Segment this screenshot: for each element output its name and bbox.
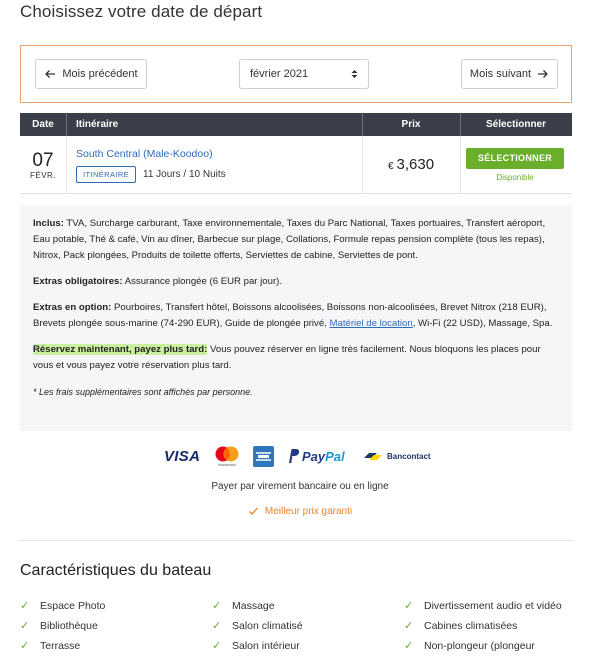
header-itinerary: Itinéraire — [76, 119, 119, 130]
departure-day: 07 — [32, 150, 54, 171]
availability-status: Disponible — [496, 173, 534, 182]
best-price-guarantee — [0, 506, 600, 517]
check-badge-icon — [248, 506, 259, 517]
optional-text: Pourboires, Transfert hôtel, Boissons alcoolisées, Boissons non-alcoolisées, Brevet Nitrox (218 EUR), Brevets plongée sous-marine (74-290 EUR), Guide de plongée privé, — [33, 302, 547, 329]
table-row — [20, 136, 572, 194]
optional-paragraph — [33, 300, 559, 332]
feature-label: Espace Photo — [40, 599, 106, 612]
select-updown-icon — [351, 69, 358, 79]
fees-note: * Les frais supplémentaires sont affichés par personne. — [33, 387, 253, 397]
feature-item — [404, 619, 517, 632]
section-divider — [20, 540, 572, 541]
bancontact-icon — [363, 450, 383, 462]
month-navigator — [20, 45, 572, 103]
feature-label: Massage — [232, 599, 275, 612]
select-button[interactable]: SÉLECTIONNER — [466, 148, 564, 169]
mastercard-icon — [213, 445, 241, 467]
month-select[interactable] — [239, 59, 369, 89]
check-icon: ✓ — [404, 600, 414, 612]
feature-item — [212, 599, 275, 612]
feature-label: Salon intérieur — [232, 639, 300, 652]
header-price: Prix — [401, 119, 421, 130]
payment-logos — [0, 444, 600, 468]
optional-label: Extras en option: — [33, 302, 112, 313]
month-select-value: février 2021 — [250, 68, 309, 80]
itinerary-badge-button[interactable]: ITINÉRAIRE — [76, 166, 136, 183]
mastercard-text: mastercard — [218, 463, 236, 467]
paypal-logo — [287, 444, 345, 468]
row-divider — [460, 136, 461, 194]
bancontact-logo — [363, 444, 431, 468]
feature-label: Terrasse — [40, 639, 81, 652]
payment-text: Payer par virement bancaire ou en ligne — [211, 481, 389, 492]
check-icon: ✓ — [20, 640, 30, 652]
feature-label: Non-plongeur (plongeur — [424, 639, 535, 652]
mandatory-paragraph — [33, 274, 559, 290]
trip-info-box — [20, 205, 572, 431]
price-value: 3,630 — [396, 156, 435, 173]
previous-month-button[interactable] — [35, 59, 147, 89]
amex-icon — [253, 446, 274, 467]
amex-logo — [253, 444, 274, 468]
feature-item — [212, 619, 303, 632]
feature-label: Bibliothèque — [40, 619, 98, 632]
check-icon: ✓ — [404, 620, 414, 632]
previous-month-label: Mois précédent — [62, 68, 138, 80]
paypal-text-pal: Pal — [325, 448, 345, 464]
included-label: Inclus: — [33, 218, 64, 229]
best-price-label: Meilleur prix garanti — [264, 506, 353, 517]
feature-item — [404, 599, 562, 612]
included-text: TVA, Surcharge carburant, Taxe environnementale, Taxes du Parc National, Taxes portuaires, Transfert aéroport, Eau potable, Thé & café, Vin au dîner, Barbecue sur plage, Collations, Formule repas pension complète (tous les repas), Nitrox, Pack plongées, Produits de toilette offerts, Serviettes de cabine, Serviettes de pont. — [33, 218, 546, 261]
check-icon: ✓ — [212, 640, 222, 652]
mandatory-label: Extras obligatoires: — [33, 276, 123, 287]
feature-item — [212, 639, 300, 652]
feature-label: Cabines climatisées — [424, 619, 518, 632]
feature-item — [20, 639, 80, 652]
currency-symbol: € — [387, 161, 394, 172]
table-header — [20, 113, 572, 136]
check-icon: ✓ — [404, 640, 414, 652]
reserve-text: Vous pouvez réserver en ligne très facilement. Nous bloquons les places pour vous et vous payez votre réservation plus tard. — [33, 344, 541, 371]
next-month-label: Mois suivant — [469, 68, 532, 80]
feature-label: Salon climatisé — [232, 619, 303, 632]
check-icon: ✓ — [212, 620, 222, 632]
features-title: Caractéristiques du bateau — [20, 562, 212, 579]
header-divider — [66, 113, 67, 136]
trip-duration: 11 Jours / 10 Nuits — [143, 169, 226, 180]
paypal-text-pay: Pay — [302, 448, 326, 464]
visa-logo: VISA — [164, 447, 201, 465]
included-paragraph — [33, 216, 559, 264]
feature-item — [20, 599, 105, 612]
reserve-highlight: Réservez maintenant, payez plus tard: — [33, 344, 208, 355]
rental-equipment-link[interactable]: Matériel de location — [329, 318, 413, 329]
paypal-p-icon — [287, 448, 299, 464]
bancontact-text: Bancontact — [387, 451, 431, 461]
route-link[interactable]: South Central (Male-Koodoo) — [76, 148, 213, 160]
next-month-button[interactable] — [461, 59, 558, 89]
header-date: Date — [32, 119, 54, 130]
mastercard-logo — [213, 444, 241, 468]
check-icon: ✓ — [20, 600, 30, 612]
row-divider — [66, 136, 67, 194]
check-icon: ✓ — [212, 600, 222, 612]
check-icon: ✓ — [20, 620, 30, 632]
arrow-right-icon — [537, 68, 549, 80]
arrow-left-icon — [44, 68, 56, 80]
feature-item — [20, 619, 98, 632]
optional-text-end: , Wi-Fi (22 USD), Massage, Spa. — [412, 318, 553, 329]
reserve-paragraph — [33, 342, 559, 374]
departure-month: FÉVR. — [29, 171, 57, 180]
page-title: Choisissez votre date de départ — [20, 2, 263, 21]
feature-label: Divertissement audio et vidéo — [424, 599, 562, 612]
feature-item — [404, 639, 535, 652]
mandatory-text: Assurance plongée (6 EUR par jour). — [124, 276, 283, 287]
trip-price — [362, 156, 460, 173]
header-select: Sélectionner — [485, 119, 547, 130]
